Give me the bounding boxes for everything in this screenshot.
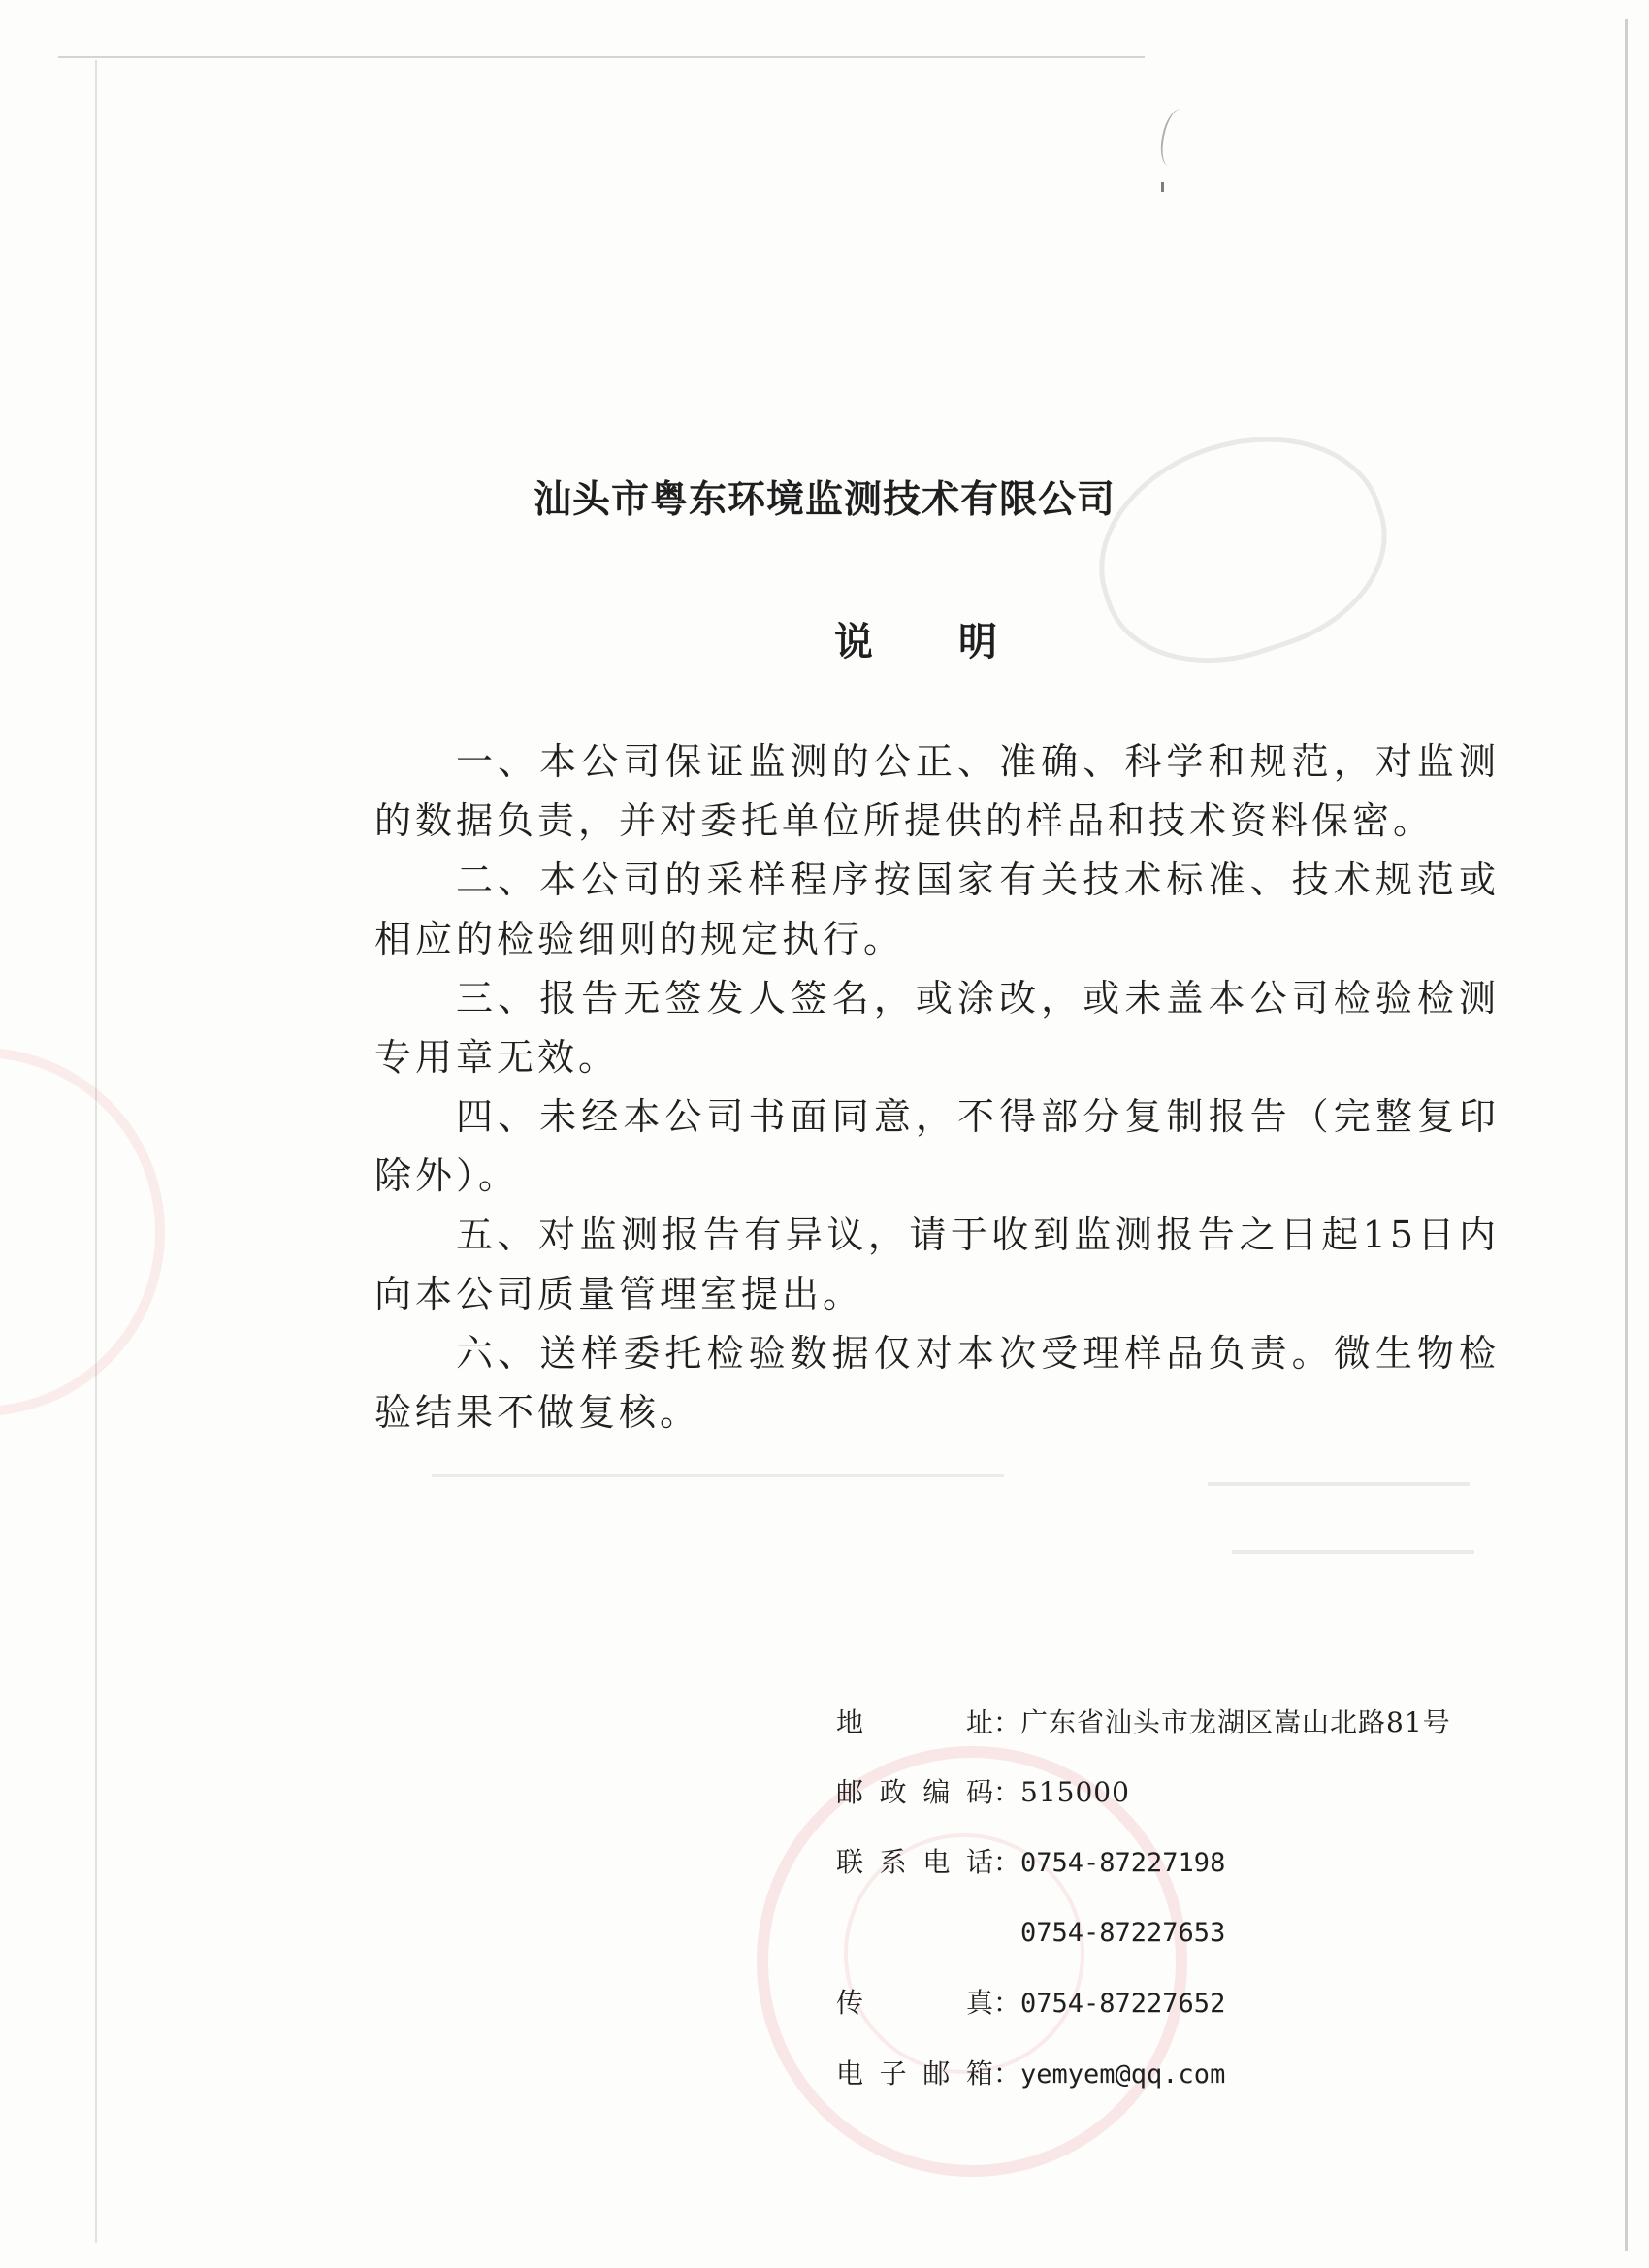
email-value: yemyem@qq.com: [1020, 2059, 1226, 2090]
company-name: 汕头市粤东环境监测技术有限公司: [533, 478, 1116, 522]
contact-label: 电子邮箱: [836, 2057, 993, 2090]
contact-fax-row: [836, 1968, 1451, 2039]
note-item: 四、未经本公司书面同意，不得部分复制报告（完整复印除外）。: [374, 1095, 1500, 1197]
document-title: [834, 611, 997, 666]
notes-list: [374, 732, 1500, 1442]
scan-edge-top: [58, 56, 1145, 58]
contact-colon: ：: [993, 1776, 1021, 1808]
contact-colon: ：: [993, 1846, 1021, 1878]
watermark-line: [1208, 1482, 1470, 1486]
scan-edge-left: [95, 60, 97, 2243]
postcode-value: 515000: [1020, 1776, 1130, 1808]
document-title-char: 说: [834, 620, 873, 664]
scan-edge-right: [1625, 19, 1628, 2251]
note-item: 三、报告无签发人签名，或涂改，或未盖本公司检验检测专用章无效。: [374, 977, 1500, 1079]
contact-phone-row: [836, 1828, 1451, 1898]
stamp-ghost-left: [0, 1048, 165, 1416]
note-item: 二、本公司的采样程序按国家有关技术标准、技术规范或相应的检验细则的规定执行。: [374, 859, 1500, 960]
watermark-line: [1232, 1550, 1474, 1554]
contact-colon: ：: [993, 1987, 1021, 2019]
contact-colon: ：: [993, 2057, 1021, 2090]
pen-dot: [1161, 182, 1164, 192]
document-title-char: 明: [958, 620, 997, 664]
note-item: 一、本公司保证监测的公正、准确、科学和规范，对监测的数据负责，并对委托单位所提供的样品和技术资料保密。: [374, 740, 1500, 842]
note-item: 五、对监测报告有异议，请于收到监测报告之日起15日内向本公司质量管理室提出。: [374, 1214, 1500, 1315]
contact-address-row: [836, 1688, 1451, 1758]
fax-value: 0754-87227652: [1020, 1989, 1226, 2019]
phone-value-2: 0754-87227653: [1020, 1918, 1226, 1948]
contact-label: 地址: [836, 1706, 993, 1738]
contact-colon: ：: [993, 1706, 1021, 1738]
contact-postcode-row: [836, 1758, 1451, 1828]
watermark-line: [432, 1474, 1004, 1477]
contact-label: 传真: [836, 1987, 993, 2019]
pen-mark: [1156, 107, 1193, 169]
contact-phone-row-2: [836, 1898, 1451, 1968]
watermark-logo: [1070, 402, 1412, 695]
phone-value: 0754-87227198: [1020, 1848, 1226, 1878]
contact-block: [836, 1688, 1451, 2110]
address-value: 广东省汕头市龙湖区嵩山北路81号: [1020, 1706, 1451, 1738]
contact-email-row: [836, 2039, 1451, 2110]
contact-label: 联系电话: [836, 1846, 993, 1878]
note-item: 六、送样委托检验数据仅对本次受理样品负责。微生物检验结果不做复核。: [374, 1332, 1500, 1434]
contact-label: 邮政编码: [836, 1776, 993, 1808]
